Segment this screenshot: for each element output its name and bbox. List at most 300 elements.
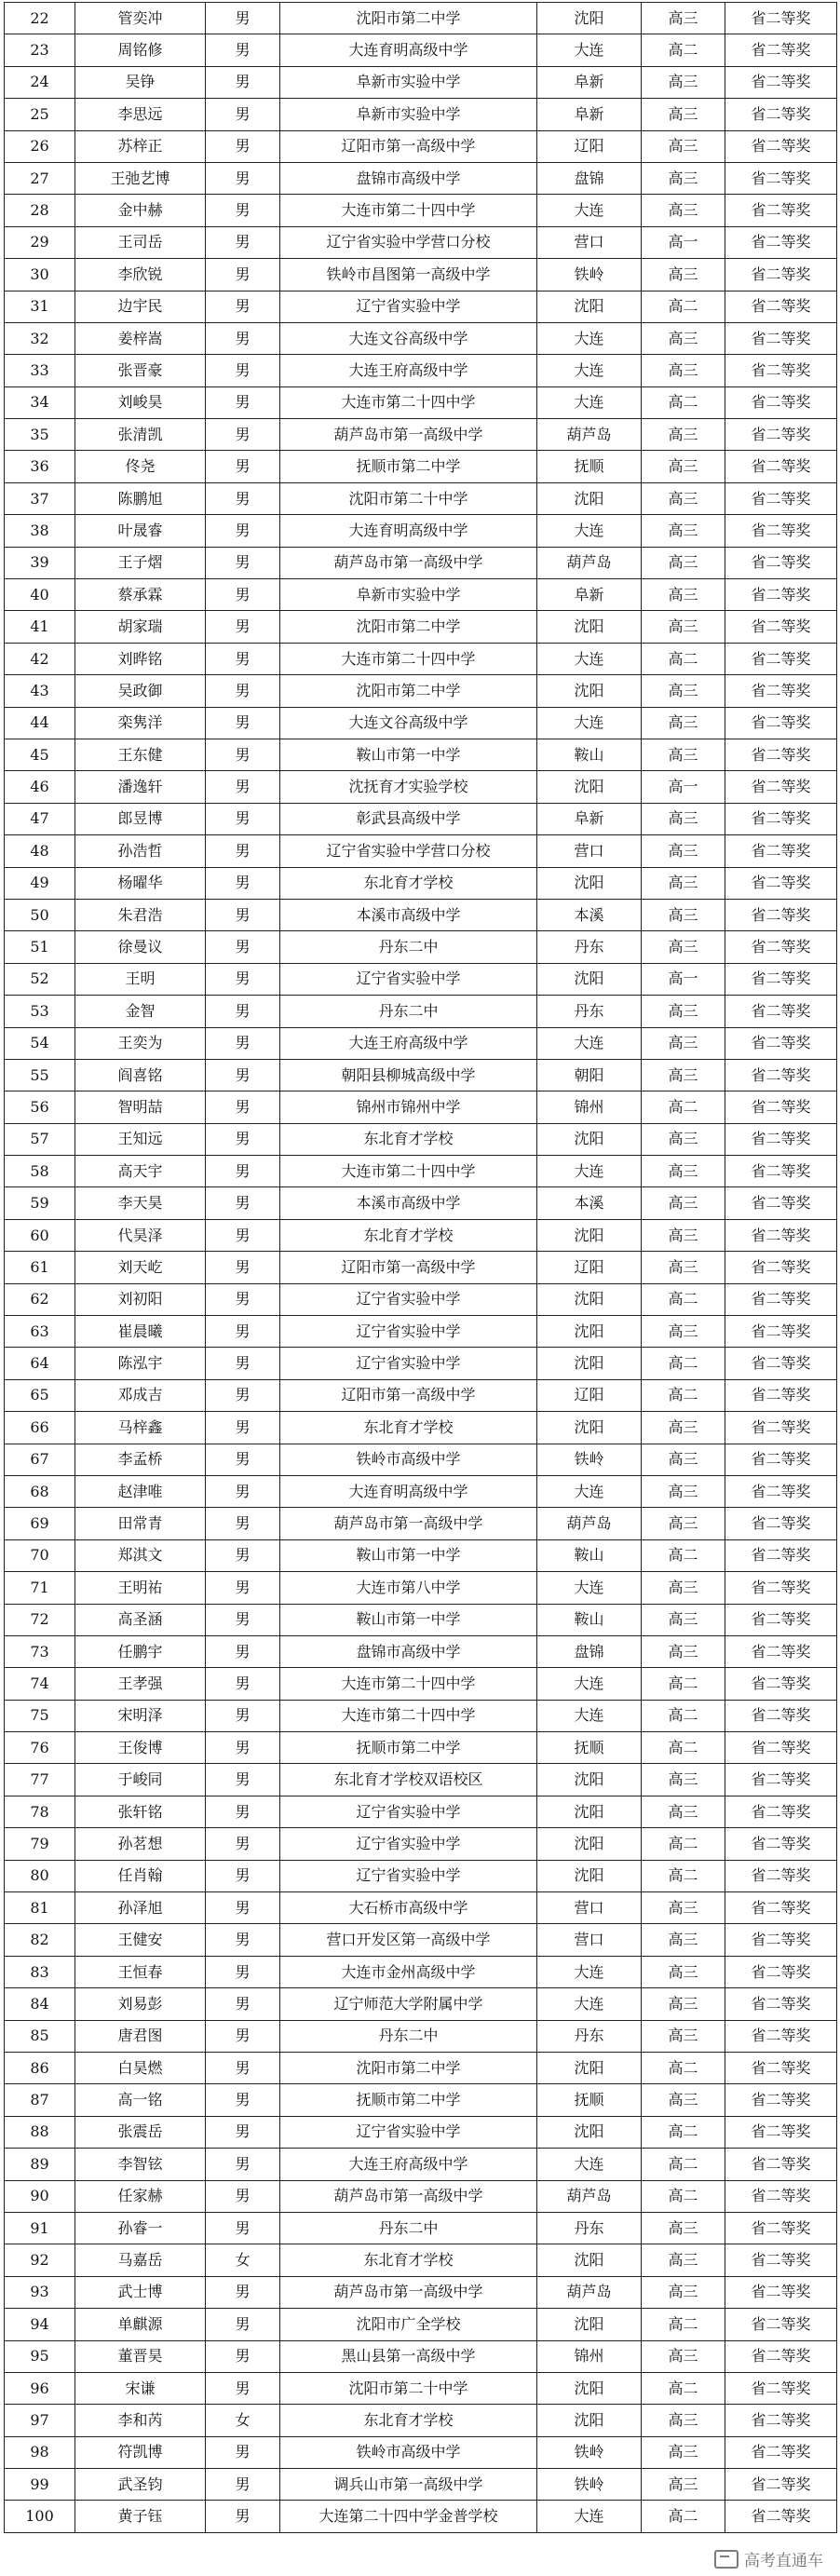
city-cell: 大连 — [537, 1027, 642, 1059]
rank-cell: 47 — [5, 803, 75, 834]
gender-cell: 男 — [206, 835, 280, 867]
name-cell: 金中赫 — [75, 195, 206, 226]
school-cell: 鞍山市第一中学 — [280, 739, 537, 770]
city-cell: 大连 — [537, 1156, 642, 1187]
city-cell: 沈阳 — [537, 1412, 642, 1444]
award-cell: 省二等奖 — [725, 1412, 837, 1444]
school-cell: 抚顺市第二中学 — [280, 451, 537, 482]
rank-cell: 28 — [5, 195, 75, 226]
gender-cell: 男 — [206, 2084, 280, 2116]
gender-cell: 男 — [206, 2276, 280, 2308]
school-cell: 大连王府高级中学 — [280, 2149, 537, 2180]
city-cell: 沈阳 — [537, 482, 642, 514]
name-cell: 吴铮 — [75, 66, 206, 98]
city-cell: 沈阳 — [537, 1316, 642, 1348]
gender-cell: 男 — [206, 1796, 280, 1827]
city-cell: 盘锦 — [537, 162, 642, 194]
grade-cell: 高二 — [642, 2309, 725, 2340]
rank-cell: 35 — [5, 419, 75, 451]
name-cell: 李思远 — [75, 99, 206, 130]
grade-cell: 高三 — [642, 1956, 725, 1987]
city-cell: 盘锦 — [537, 1635, 642, 1667]
award-cell: 省二等奖 — [725, 1924, 837, 1956]
table-row — [5, 1156, 837, 1187]
watermark-text: 高考直通车 — [744, 2552, 823, 2570]
city-cell: 沈阳 — [537, 1860, 642, 1891]
grade-cell: 高二 — [642, 2116, 725, 2148]
name-cell: 任家赫 — [75, 2180, 206, 2212]
school-cell: 丹东二中 — [280, 2212, 537, 2244]
city-cell: 沈阳 — [537, 2244, 642, 2276]
school-cell: 沈抚育才实验学校 — [280, 771, 537, 803]
award-cell: 省二等奖 — [725, 547, 837, 578]
rank-cell: 53 — [5, 996, 75, 1027]
grade-cell: 高三 — [642, 2244, 725, 2276]
city-cell: 沈阳 — [537, 1764, 642, 1796]
name-cell: 单麒源 — [75, 2309, 206, 2340]
rank-cell: 63 — [5, 1316, 75, 1348]
school-cell: 大连市第二十四中学 — [280, 1156, 537, 1187]
gender-cell: 男 — [206, 1219, 280, 1251]
gender-cell: 男 — [206, 899, 280, 930]
name-cell: 李和芮 — [75, 2405, 206, 2436]
award-cell: 省二等奖 — [725, 1668, 837, 1700]
name-cell: 田常青 — [75, 1508, 206, 1539]
city-cell: 沈阳 — [537, 675, 642, 707]
gender-cell: 男 — [206, 162, 280, 194]
grade-cell: 高三 — [642, 1316, 725, 1348]
rank-cell: 98 — [5, 2436, 75, 2468]
rank-cell: 48 — [5, 835, 75, 867]
rank-cell: 83 — [5, 1956, 75, 1987]
gender-cell: 男 — [206, 803, 280, 834]
rank-cell: 94 — [5, 2309, 75, 2340]
city-cell: 鞍山 — [537, 1539, 642, 1571]
table-row — [5, 3, 837, 34]
grade-cell: 高二 — [642, 1539, 725, 1571]
city-cell: 沈阳 — [537, 611, 642, 643]
award-cell: 省二等奖 — [725, 386, 837, 418]
school-cell: 东北育才学校 — [280, 2244, 537, 2276]
school-cell: 东北育才学校双语校区 — [280, 1764, 537, 1796]
rank-cell: 68 — [5, 1475, 75, 1507]
rank-cell: 75 — [5, 1700, 75, 1731]
grade-cell: 高三 — [642, 2469, 725, 2501]
name-cell: 张轩铭 — [75, 1796, 206, 1827]
name-cell: 朱君浩 — [75, 899, 206, 930]
city-cell: 丹东 — [537, 2212, 642, 2244]
rank-cell: 44 — [5, 707, 75, 739]
rank-cell: 61 — [5, 1252, 75, 1283]
gender-cell: 男 — [206, 1988, 280, 2020]
gender-cell: 男 — [206, 2501, 280, 2532]
award-cell: 省二等奖 — [725, 130, 837, 162]
grade-cell: 高三 — [642, 355, 725, 386]
gender-cell: 男 — [206, 1892, 280, 1924]
award-cell: 省二等奖 — [725, 1732, 837, 1764]
school-cell: 大连育明高级中学 — [280, 1475, 537, 1507]
school-cell: 阜新市实验中学 — [280, 99, 537, 130]
gender-cell: 男 — [206, 2149, 280, 2180]
rank-cell: 76 — [5, 1732, 75, 1764]
school-cell: 辽宁省实验中学 — [280, 291, 537, 322]
gender-cell: 男 — [206, 931, 280, 963]
grade-cell: 高三 — [642, 579, 725, 611]
name-cell: 智明喆 — [75, 1091, 206, 1123]
name-cell: 白昊燃 — [75, 2053, 206, 2084]
grade-cell: 高三 — [642, 611, 725, 643]
table-row — [5, 419, 837, 451]
city-cell: 抚顺 — [537, 1732, 642, 1764]
gender-cell: 男 — [206, 2212, 280, 2244]
rank-cell: 25 — [5, 99, 75, 130]
grade-cell: 高三 — [642, 2084, 725, 2116]
award-cell: 省二等奖 — [725, 1379, 837, 1411]
table-row — [5, 1123, 837, 1155]
grade-cell: 高二 — [642, 1828, 725, 1860]
gender-cell: 男 — [206, 643, 280, 674]
award-cell: 省二等奖 — [725, 482, 837, 514]
table-row — [5, 803, 837, 834]
city-cell: 沈阳 — [537, 1796, 642, 1827]
award-cell: 省二等奖 — [725, 611, 837, 643]
rank-cell: 30 — [5, 259, 75, 291]
rank-cell: 97 — [5, 2405, 75, 2436]
gender-cell: 男 — [206, 707, 280, 739]
school-cell: 营口开发区第一高级中学 — [280, 1924, 537, 1956]
name-cell: 栾隽洋 — [75, 707, 206, 739]
grade-cell: 高三 — [642, 1123, 725, 1155]
school-cell: 大连王府高级中学 — [280, 355, 537, 386]
table-row — [5, 2501, 837, 2532]
award-cell: 省二等奖 — [725, 2084, 837, 2116]
award-cell: 省二等奖 — [725, 707, 837, 739]
rank-cell: 52 — [5, 963, 75, 995]
gender-cell: 男 — [206, 1123, 280, 1155]
city-cell: 大连 — [537, 322, 642, 354]
name-cell: 王子熠 — [75, 547, 206, 578]
award-cell: 省二等奖 — [725, 1764, 837, 1796]
grade-cell: 高二 — [642, 1860, 725, 1891]
city-cell: 大连 — [537, 1988, 642, 2020]
name-cell: 赵津唯 — [75, 1475, 206, 1507]
city-cell: 大连 — [537, 1572, 642, 1604]
gender-cell: 男 — [206, 1668, 280, 1700]
grade-cell: 高二 — [642, 1091, 725, 1123]
gender-cell: 女 — [206, 2244, 280, 2276]
gender-cell: 男 — [206, 2309, 280, 2340]
city-cell: 大连 — [537, 707, 642, 739]
grade-cell: 高三 — [642, 259, 725, 291]
award-cell: 省二等奖 — [725, 99, 837, 130]
school-cell: 抚顺市第二中学 — [280, 1732, 537, 1764]
gender-cell: 男 — [206, 1539, 280, 1571]
table-row — [5, 2020, 837, 2052]
city-cell: 抚顺 — [537, 451, 642, 482]
city-cell: 葫芦岛 — [537, 2180, 642, 2212]
school-cell: 铁岭市高级中学 — [280, 2436, 537, 2468]
table-row — [5, 1668, 837, 1700]
grade-cell: 高二 — [642, 2149, 725, 2180]
gender-cell: 男 — [206, 2469, 280, 2501]
rank-cell: 79 — [5, 1828, 75, 1860]
name-cell: 徐曼议 — [75, 931, 206, 963]
rank-cell: 86 — [5, 2053, 75, 2084]
gender-cell: 男 — [206, 386, 280, 418]
school-cell: 调兵山市第一高级中学 — [280, 2469, 537, 2501]
gender-cell: 男 — [206, 1764, 280, 1796]
school-cell: 盘锦市高级中学 — [280, 162, 537, 194]
award-cell: 省二等奖 — [725, 322, 837, 354]
table-row — [5, 1988, 837, 2020]
award-cell: 省二等奖 — [725, 2405, 837, 2436]
table-row — [5, 579, 837, 611]
school-cell: 葫芦岛市第一高级中学 — [280, 2180, 537, 2212]
gender-cell: 男 — [206, 99, 280, 130]
award-cell: 省二等奖 — [725, 2340, 837, 2372]
award-cell: 省二等奖 — [725, 1604, 837, 1635]
name-cell: 马嘉岳 — [75, 2244, 206, 2276]
gender-cell: 男 — [206, 1444, 280, 1475]
gender-cell: 男 — [206, 291, 280, 322]
table-row — [5, 2212, 837, 2244]
city-cell: 本溪 — [537, 1187, 642, 1219]
rank-cell: 85 — [5, 2020, 75, 2052]
grade-cell: 高三 — [642, 1059, 725, 1091]
grade-cell: 高三 — [642, 419, 725, 451]
award-cell: 省二等奖 — [725, 34, 837, 66]
gender-cell: 男 — [206, 1348, 280, 1379]
name-cell: 董晋昊 — [75, 2340, 206, 2372]
city-cell: 阜新 — [537, 803, 642, 834]
rank-cell: 95 — [5, 2340, 75, 2372]
grade-cell: 高二 — [642, 1379, 725, 1411]
table-row — [5, 2276, 837, 2308]
school-cell: 辽宁省实验中学营口分校 — [280, 226, 537, 258]
table-row — [5, 2372, 837, 2404]
table-row — [5, 835, 837, 867]
grade-cell: 高三 — [642, 451, 725, 482]
rank-cell: 84 — [5, 1988, 75, 2020]
school-cell: 大连文谷高级中学 — [280, 322, 537, 354]
grade-cell: 高三 — [642, 2020, 725, 2052]
name-cell: 于峻同 — [75, 1764, 206, 1796]
award-cell: 省二等奖 — [725, 2116, 837, 2148]
grade-cell: 高三 — [642, 1252, 725, 1283]
grade-cell: 高三 — [642, 66, 725, 98]
rank-cell: 90 — [5, 2180, 75, 2212]
award-cell: 省二等奖 — [725, 2436, 837, 2468]
rank-cell: 67 — [5, 1444, 75, 1475]
table-row — [5, 386, 837, 418]
award-cell: 省二等奖 — [725, 1539, 837, 1571]
name-cell: 金智 — [75, 996, 206, 1027]
grade-cell: 高一 — [642, 963, 725, 995]
name-cell: 刘峻昊 — [75, 386, 206, 418]
rank-cell: 65 — [5, 1379, 75, 1411]
table-row — [5, 1091, 837, 1123]
award-cell: 省二等奖 — [725, 515, 837, 547]
grade-cell: 高二 — [642, 1348, 725, 1379]
name-cell: 李智铉 — [75, 2149, 206, 2180]
table-row — [5, 451, 837, 482]
award-cell: 省二等奖 — [725, 1508, 837, 1539]
city-cell: 辽阳 — [537, 1379, 642, 1411]
rank-cell: 33 — [5, 355, 75, 386]
award-cell: 省二等奖 — [725, 2372, 837, 2404]
gender-cell: 男 — [206, 2116, 280, 2148]
table-row — [5, 99, 837, 130]
award-cell: 省二等奖 — [725, 162, 837, 194]
rank-cell: 46 — [5, 771, 75, 803]
name-cell: 吴政御 — [75, 675, 206, 707]
city-cell: 沈阳 — [537, 1219, 642, 1251]
gender-cell: 男 — [206, 1475, 280, 1507]
city-cell: 铁岭 — [537, 1444, 642, 1475]
grade-cell: 高三 — [642, 996, 725, 1027]
award-cell: 省二等奖 — [725, 1027, 837, 1059]
name-cell: 刘易彭 — [75, 1988, 206, 2020]
name-cell: 高天宇 — [75, 1156, 206, 1187]
school-cell: 辽宁省实验中学 — [280, 1283, 537, 1315]
name-cell: 阎喜铭 — [75, 1059, 206, 1091]
award-cell: 省二等奖 — [725, 195, 837, 226]
name-cell: 王明祐 — [75, 1572, 206, 1604]
city-cell: 沈阳 — [537, 1348, 642, 1379]
rank-cell: 99 — [5, 2469, 75, 2501]
rank-cell: 27 — [5, 162, 75, 194]
award-cell: 省二等奖 — [725, 1956, 837, 1987]
school-cell: 大连文谷高级中学 — [280, 707, 537, 739]
award-cell: 省二等奖 — [725, 899, 837, 930]
award-list-table — [4, 2, 837, 2533]
gender-cell: 男 — [206, 1187, 280, 1219]
rank-cell: 91 — [5, 2212, 75, 2244]
gender-cell: 男 — [206, 1572, 280, 1604]
city-cell: 大连 — [537, 1956, 642, 1987]
gender-cell: 男 — [206, 1059, 280, 1091]
city-cell: 锦州 — [537, 1091, 642, 1123]
table-row — [5, 2053, 837, 2084]
table-row — [5, 1027, 837, 1059]
gender-cell: 男 — [206, 996, 280, 1027]
rank-cell: 22 — [5, 3, 75, 34]
table-row — [5, 1604, 837, 1635]
table-row — [5, 1283, 837, 1315]
gender-cell: 男 — [206, 1027, 280, 1059]
city-cell: 大连 — [537, 195, 642, 226]
city-cell: 营口 — [537, 226, 642, 258]
city-cell: 营口 — [537, 1924, 642, 1956]
name-cell: 代昊泽 — [75, 1219, 206, 1251]
school-cell: 沈阳市第二中学 — [280, 3, 537, 34]
name-cell: 李天昊 — [75, 1187, 206, 1219]
table-row — [5, 1539, 837, 1571]
school-cell: 鞍山市第一中学 — [280, 1539, 537, 1571]
table-row — [5, 162, 837, 194]
award-cell: 省二等奖 — [725, 931, 837, 963]
table-row — [5, 1635, 837, 1667]
gender-cell: 女 — [206, 2405, 280, 2436]
table-row — [5, 2309, 837, 2340]
award-cell: 省二等奖 — [725, 2309, 837, 2340]
table-row — [5, 1572, 837, 1604]
city-cell: 沈阳 — [537, 2116, 642, 2148]
gender-cell: 男 — [206, 1091, 280, 1123]
grade-cell: 高三 — [642, 1796, 725, 1827]
award-list-body — [5, 3, 837, 2533]
rank-cell: 55 — [5, 1059, 75, 1091]
award-cell: 省二等奖 — [725, 643, 837, 674]
city-cell: 大连 — [537, 2501, 642, 2532]
grade-cell: 高二 — [642, 2180, 725, 2212]
table-row — [5, 1508, 837, 1539]
school-cell: 沈阳市第二中学 — [280, 675, 537, 707]
gender-cell: 男 — [206, 547, 280, 578]
gender-cell: 男 — [206, 1156, 280, 1187]
gender-cell: 男 — [206, 1604, 280, 1635]
table-row — [5, 1444, 837, 1475]
table-row — [5, 899, 837, 930]
grade-cell: 高三 — [642, 1219, 725, 1251]
grade-cell: 高二 — [642, 34, 725, 66]
grade-cell: 高一 — [642, 226, 725, 258]
award-cell: 省二等奖 — [725, 2212, 837, 2244]
award-cell: 省二等奖 — [725, 1123, 837, 1155]
name-cell: 叶晟睿 — [75, 515, 206, 547]
rank-cell: 73 — [5, 1635, 75, 1667]
grade-cell: 高三 — [642, 162, 725, 194]
rank-cell: 87 — [5, 2084, 75, 2116]
grade-cell: 高二 — [642, 1668, 725, 1700]
table-row — [5, 2244, 837, 2276]
school-cell: 彰武县高级中学 — [280, 803, 537, 834]
school-cell: 辽宁省实验中学 — [280, 2116, 537, 2148]
school-cell: 阜新市实验中学 — [280, 579, 537, 611]
gender-cell: 男 — [206, 1732, 280, 1764]
table-row — [5, 675, 837, 707]
city-cell: 大连 — [537, 1700, 642, 1731]
school-cell: 东北育才学校 — [280, 1412, 537, 1444]
award-cell: 省二等奖 — [725, 226, 837, 258]
name-cell: 王孝强 — [75, 1668, 206, 1700]
gender-cell: 男 — [206, 1316, 280, 1348]
table-row — [5, 2405, 837, 2436]
school-cell: 沈阳市第二十中学 — [280, 482, 537, 514]
school-cell: 大连王府高级中学 — [280, 1027, 537, 1059]
award-cell: 省二等奖 — [725, 803, 837, 834]
gender-cell: 男 — [206, 1412, 280, 1444]
table-row — [5, 1732, 837, 1764]
school-cell: 葫芦岛市第一高级中学 — [280, 1508, 537, 1539]
rank-cell: 37 — [5, 482, 75, 514]
name-cell: 宋谦 — [75, 2372, 206, 2404]
gender-cell: 男 — [206, 2436, 280, 2468]
school-cell: 辽宁省实验中学 — [280, 1860, 537, 1891]
gender-cell: 男 — [206, 1635, 280, 1667]
gender-cell: 男 — [206, 2340, 280, 2372]
rank-cell: 58 — [5, 1156, 75, 1187]
city-cell: 沈阳 — [537, 1828, 642, 1860]
school-cell: 鞍山市第一中学 — [280, 1604, 537, 1635]
name-cell: 管奕冲 — [75, 3, 206, 34]
grade-cell: 高三 — [642, 1156, 725, 1187]
school-cell: 大连市第八中学 — [280, 1572, 537, 1604]
table-row — [5, 291, 837, 322]
award-cell: 省二等奖 — [725, 2276, 837, 2308]
table-row — [5, 1924, 837, 1956]
grade-cell: 高三 — [642, 1475, 725, 1507]
